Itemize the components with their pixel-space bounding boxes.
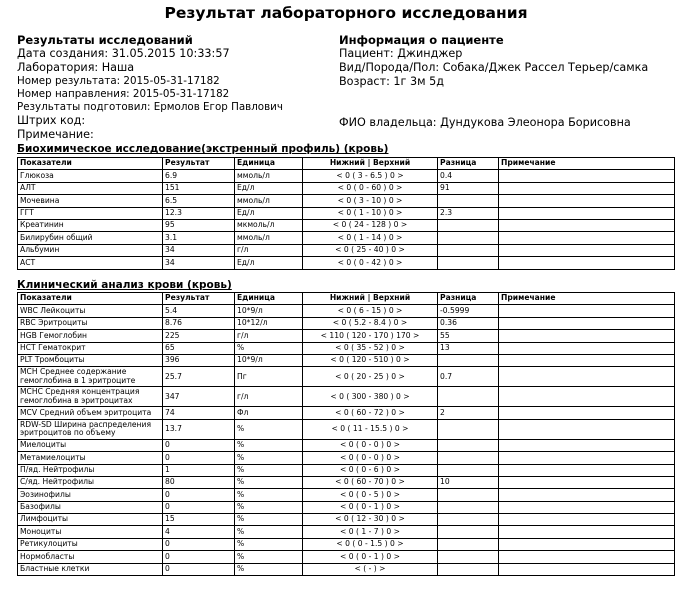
unit-cell: % [235,489,303,501]
difference-cell [438,232,499,244]
result-cell: 225 [163,330,235,342]
result-cell: 0 [163,563,235,575]
unit-cell: ммоль/л [235,232,303,244]
difference-cell: 10 [438,476,499,488]
parameter-cell: С/яд. Нейтрофилы [18,476,163,488]
result-cell: 6.5 [163,195,235,207]
unit-cell: ммоль/л [235,195,303,207]
unit-cell: % [235,452,303,464]
table-row [18,182,675,194]
difference-cell: 2.3 [438,207,499,219]
biochem-rows [18,170,675,269]
result-cell: 34 [163,257,235,269]
table-row [18,195,675,207]
range-cell: < 0 ( 12 - 30 ) 0 > [303,514,438,526]
unit-cell: 10*12/л [235,317,303,329]
range-cell: < 110 ( 120 - 170 ) 170 > [303,330,438,342]
parameter-cell: Ретикулоциты [18,538,163,550]
unit-cell: Ед/л [235,182,303,194]
note-cell [499,219,675,231]
difference-cell [438,219,499,231]
unit-cell: Ед/л [235,207,303,219]
result-cell: 25.7 [163,367,235,387]
parameter-cell: Моноциты [18,526,163,538]
result-cell: 0 [163,452,235,464]
parameter-cell: RBC Эритроциты [18,317,163,329]
table-row [18,439,675,451]
range-cell: < 0 ( 1 - 10 ) 0 > [303,207,438,219]
range-cell: < 0 ( 0 - 0 ) 0 > [303,439,438,451]
table-row [18,501,675,513]
note-cell [499,489,675,501]
table-row [18,489,675,501]
patient-species: Вид/Порода/Пол: Собака/Джек Рассел Терьер/самка [339,61,649,74]
parameter-cell: Эозинофилы [18,489,163,501]
column-header: Показатели [18,293,163,305]
parameter-cell: MCV Средний объем эритроцита [18,407,163,419]
cbc-table [17,292,675,576]
owner-name: ФИО владельца: Дундукова Элеонора Борисовна [339,116,631,129]
table-row [18,551,675,563]
difference-cell: 91 [438,182,499,194]
range-cell: < 0 ( 25 - 40 ) 0 > [303,244,438,256]
parameter-cell: HCT Гематокрит [18,342,163,354]
range-cell: < 0 ( 35 - 52 ) 0 > [303,342,438,354]
note-cell [499,526,675,538]
prepared-by: Результаты подготовил: Ермолов Егор Павлович [17,101,283,113]
unit-cell: % [235,514,303,526]
table-row [18,244,675,256]
range-cell: < 0 ( 0 - 1.5 ) 0 > [303,538,438,550]
parameter-cell: PLT Тромбоциты [18,354,163,366]
difference-cell [438,195,499,207]
parameter-cell: Билирубин общий [18,232,163,244]
note-cell [499,538,675,550]
note-cell [499,367,675,387]
note-cell [499,407,675,419]
table-row [18,476,675,488]
range-cell: < 0 ( 20 - 25 ) 0 > [303,367,438,387]
result-cell: 13.7 [163,419,235,439]
difference-cell [438,489,499,501]
note-cell [499,330,675,342]
parameter-cell: Лимфоциты [18,514,163,526]
biochem-section-title: Биохимическое исследование(экстренный профиль) (кровь) [17,143,389,155]
difference-cell [438,501,499,513]
difference-cell: 0.4 [438,170,499,182]
table-row [18,232,675,244]
result-cell: 65 [163,342,235,354]
unit-cell: % [235,464,303,476]
range-cell: < ( - ) > [303,563,438,575]
patient-name: Пациент: Джинджер [339,47,463,60]
referral-number: Номер направления: 2015-05-31-17182 [17,88,230,100]
result-cell: 0 [163,551,235,563]
range-cell: < 0 ( 0 - 42 ) 0 > [303,257,438,269]
column-header: Показатели [18,158,163,170]
difference-cell: 2 [438,407,499,419]
difference-cell [438,257,499,269]
unit-cell: % [235,501,303,513]
unit-cell: Пг [235,367,303,387]
note-cell [499,439,675,451]
range-cell: < 0 ( 0 - 1 ) 0 > [303,551,438,563]
unit-cell: % [235,439,303,451]
result-cell: 347 [163,387,235,407]
result-cell: 6.9 [163,170,235,182]
range-cell: < 0 ( 60 - 70 ) 0 > [303,476,438,488]
range-cell: < 0 ( 5.2 - 8.4 ) 0 > [303,317,438,329]
table-row [18,526,675,538]
parameter-cell: Нормобласты [18,551,163,563]
cbc-section-title: Клинический анализ крови (кровь) [17,279,232,291]
parameter-cell: Альбумин [18,244,163,256]
patient-header: Информация о пациенте [339,33,504,47]
note-cell [499,354,675,366]
result-cell: 95 [163,219,235,231]
result-cell: 1 [163,464,235,476]
range-cell: < 0 ( 0 - 6 ) 0 > [303,464,438,476]
note-label: Примечание: [17,128,94,141]
table-row [18,317,675,329]
unit-cell: ммоль/л [235,170,303,182]
table-row [18,514,675,526]
created-date: Дата создания: 31.05.2015 10:33:57 [17,47,230,60]
page-title: Результат лабораторного исследования [164,4,528,22]
result-cell: 3.1 [163,232,235,244]
unit-cell: % [235,419,303,439]
difference-cell: 55 [438,330,499,342]
result-cell: 0 [163,501,235,513]
result-cell: 151 [163,182,235,194]
range-cell: < 0 ( 0 - 5 ) 0 > [303,489,438,501]
difference-cell [438,563,499,575]
note-cell [499,232,675,244]
range-cell: < 0 ( 120 - 510 ) 0 > [303,354,438,366]
note-cell [499,305,675,317]
patient-age: Возраст: 1г 3м 5д [339,75,444,88]
unit-cell: Ед/л [235,257,303,269]
difference-cell [438,551,499,563]
parameter-cell: АСТ [18,257,163,269]
range-cell: < 0 ( 300 - 380 ) 0 > [303,387,438,407]
table-row [18,563,675,575]
note-cell [499,476,675,488]
table-row [18,330,675,342]
patient-info [339,33,679,130]
note-cell [499,387,675,407]
result-cell: 5.4 [163,305,235,317]
result-cell: 8.76 [163,317,235,329]
parameter-cell: ГГТ [18,207,163,219]
parameter-cell: Миелоциты [18,439,163,451]
note-cell [499,317,675,329]
difference-cell [438,452,499,464]
note-cell [499,342,675,354]
table-row [18,407,675,419]
table-row [18,452,675,464]
range-cell: < 0 ( 6 - 15 ) 0 > [303,305,438,317]
note-cell [499,207,675,219]
column-header: Примечание [499,293,675,305]
parameter-cell: Мочевина [18,195,163,207]
unit-cell: % [235,476,303,488]
unit-cell: % [235,526,303,538]
note-cell [499,514,675,526]
results-info [17,33,337,142]
range-cell: < 0 ( 3 - 10 ) 0 > [303,195,438,207]
difference-cell [438,419,499,439]
note-cell [499,195,675,207]
difference-cell [438,387,499,407]
difference-cell [438,514,499,526]
range-cell: < 0 ( 3 - 6.5 ) 0 > [303,170,438,182]
parameter-cell: Метамиелоциты [18,452,163,464]
table-row [18,219,675,231]
table-row [18,387,675,407]
column-header: Единица [235,158,303,170]
table-row [18,305,675,317]
cbc-rows [18,305,675,576]
range-cell: < 0 ( 0 - 60 ) 0 > [303,182,438,194]
note-cell [499,464,675,476]
barcode-label: Штрих код: [17,114,86,127]
range-cell: < 0 ( 24 - 128 ) 0 > [303,219,438,231]
table-header-row [18,158,675,170]
result-cell: 74 [163,407,235,419]
result-cell: 0 [163,538,235,550]
unit-cell: г/л [235,330,303,342]
parameter-cell: HGB Гемоглобин [18,330,163,342]
column-header: Результат [163,293,235,305]
unit-cell: % [235,342,303,354]
range-cell: < 0 ( 1 - 7 ) 0 > [303,526,438,538]
note-cell [499,563,675,575]
parameter-cell: Бластные клетки [18,563,163,575]
difference-cell: 0.7 [438,367,499,387]
column-header: Нижний | Верхний [303,293,438,305]
parameter-cell: MCH Среднее содержание гемоглобина в 1 эритроците [18,367,163,387]
table-row [18,207,675,219]
parameter-cell: П/яд. Нейтрофилы [18,464,163,476]
table-row [18,354,675,366]
note-cell [499,244,675,256]
difference-cell: 13 [438,342,499,354]
unit-cell: % [235,563,303,575]
biochem-table [17,157,675,270]
column-header: Разница [438,293,499,305]
result-cell: 34 [163,244,235,256]
note-cell [499,170,675,182]
table-row [18,367,675,387]
difference-cell [438,464,499,476]
range-cell: < 0 ( 60 - 72 ) 0 > [303,407,438,419]
unit-cell: г/л [235,244,303,256]
results-header: Результаты исследований [17,33,193,47]
note-cell [499,419,675,439]
table-row [18,170,675,182]
column-header: Нижний | Верхний [303,158,438,170]
result-cell: 0 [163,439,235,451]
difference-cell [438,244,499,256]
difference-cell [438,354,499,366]
unit-cell: % [235,538,303,550]
table-row [18,257,675,269]
note-cell [499,182,675,194]
result-cell: 15 [163,514,235,526]
parameter-cell: MCHC Средняя концентрация гемоглобина в эритроцитах [18,387,163,407]
result-cell: 80 [163,476,235,488]
parameter-cell: RDW-SD Ширина распределения эритроцитов по объему [18,419,163,439]
unit-cell: % [235,551,303,563]
result-cell: 12.3 [163,207,235,219]
column-header: Результат [163,158,235,170]
difference-cell: -0.5999 [438,305,499,317]
difference-cell [438,526,499,538]
unit-cell: 10*9/л [235,354,303,366]
unit-cell: Фл [235,407,303,419]
result-cell: 0 [163,489,235,501]
parameter-cell: Глюкоза [18,170,163,182]
difference-cell [438,538,499,550]
table-row [18,419,675,439]
column-header: Примечание [499,158,675,170]
unit-cell: мкмоль/л [235,219,303,231]
unit-cell: г/л [235,387,303,407]
table-row [18,538,675,550]
difference-cell [438,439,499,451]
unit-cell: 10*9/л [235,305,303,317]
table-row [18,342,675,354]
note-cell [499,551,675,563]
difference-cell: 0.36 [438,317,499,329]
table-row [18,464,675,476]
result-number: Номер результата: 2015-05-31-17182 [17,75,220,87]
column-header: Разница [438,158,499,170]
parameter-cell: Креатинин [18,219,163,231]
range-cell: < 0 ( 0 - 1 ) 0 > [303,501,438,513]
parameter-cell: АЛТ [18,182,163,194]
laboratory: Лаборатория: Наша [17,61,135,74]
range-cell: < 0 ( 0 - 0 ) 0 > [303,452,438,464]
column-header: Единица [235,293,303,305]
note-cell [499,501,675,513]
result-cell: 396 [163,354,235,366]
note-cell [499,257,675,269]
parameter-cell: WBC Лейкоциты [18,305,163,317]
note-cell [499,452,675,464]
range-cell: < 0 ( 1 - 14 ) 0 > [303,232,438,244]
parameter-cell: Базофилы [18,501,163,513]
result-cell: 4 [163,526,235,538]
table-header-row [18,293,675,305]
range-cell: < 0 ( 11 - 15.5 ) 0 > [303,419,438,439]
